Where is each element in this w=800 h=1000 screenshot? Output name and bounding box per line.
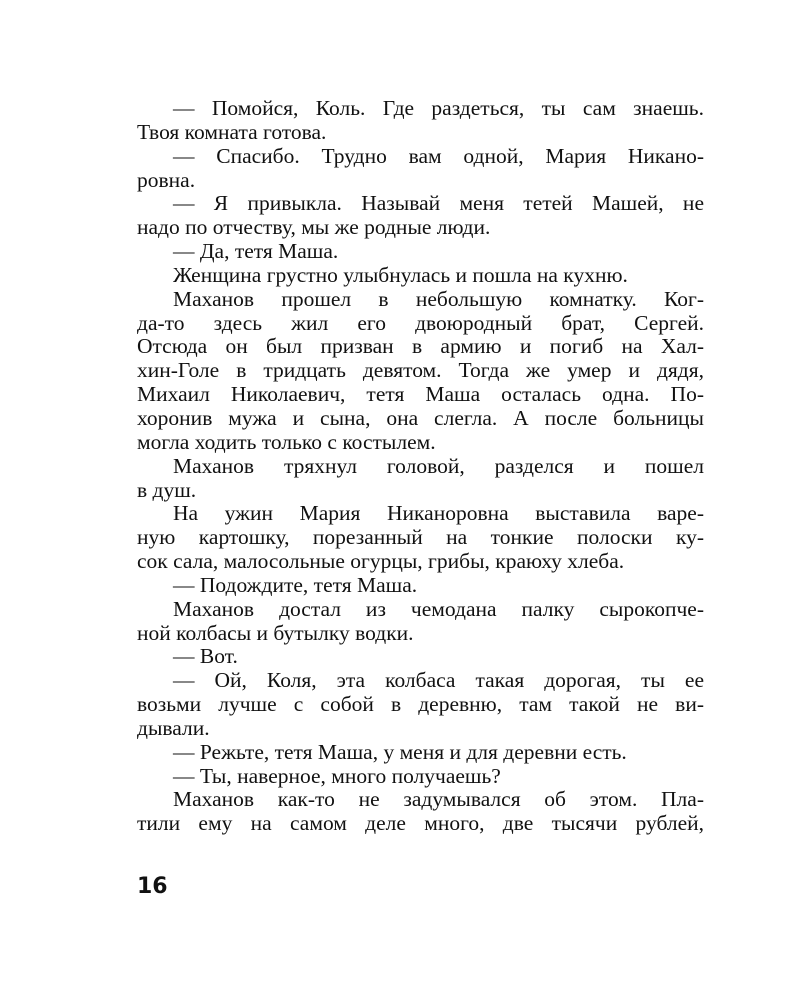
- text-line: Маханов тряхнул головой, разделся и пошел: [173, 453, 704, 478]
- text-line: тили ему на самом деле много, две тысячи рублей,: [137, 811, 704, 836]
- text-line: Михаил Николаевич, тетя Маша осталась одна. По-: [137, 382, 704, 407]
- text-line: Маханов прошел в небольшую комнатку. Ког-: [173, 286, 704, 311]
- text-line: Твоя комната готова.: [137, 119, 327, 144]
- text-line: ровна.: [137, 167, 196, 192]
- text-line: Женщина грустно улыбнулась и пошла на кухню.: [173, 262, 628, 287]
- text-line: — Подождите, тетя Маша.: [173, 572, 418, 597]
- text-line: надо по отчеству, мы же родные люди.: [137, 215, 491, 240]
- text-line: Маханов достал из чемодана палку сырокопче-: [173, 596, 704, 621]
- text-line: хин-Голе в тридцать девятом. Тогда же умер и дядя,: [137, 358, 704, 383]
- text-line: да-то здесь жил его двоюродный брат, Сергей.: [137, 310, 704, 335]
- text-line: могла ходить только с костылем.: [137, 429, 436, 454]
- text-line: — Ты, наверное, много получаешь?: [173, 763, 501, 788]
- text-line: Маханов как-то не задумывался об этом. Пла-: [173, 787, 704, 812]
- text-line: в душ.: [137, 477, 197, 502]
- text-line: дывали.: [137, 715, 210, 740]
- text-line: ную картошку, порезанный на тонкие полоски ку-: [137, 525, 704, 550]
- text-line: хоронив мужа и сына, она слегла. А после больницы: [137, 405, 704, 430]
- page-number: 16: [137, 874, 168, 899]
- text-line: — Режьте, тетя Маша, у меня и для деревни есть.: [173, 739, 627, 764]
- text-line: возьми лучше с собой в деревню, там такой не ви-: [137, 692, 704, 717]
- text-line: На ужин Мария Никаноровна выставила варе-: [173, 501, 704, 526]
- text-line: — Я привыкла. Называй меня тетей Машей, не: [173, 191, 704, 216]
- text-line: сок сала, малосольные огурцы, грибы, краюху хлеба.: [137, 549, 625, 574]
- text-line: — Ой, Коля, эта колбаса такая дорогая, ты ее: [173, 668, 704, 693]
- text-line: — Вот.: [173, 644, 238, 669]
- text-line: ной колбасы и бутылку водки.: [137, 620, 414, 645]
- text-line: Отсюда он был призван в армию и погиб на Хал-: [137, 334, 704, 359]
- text-line: — Да, тетя Маша.: [173, 239, 339, 264]
- body-text: [137, 97, 704, 836]
- text-line: — Помойся, Коль. Где раздеться, ты сам знаешь.: [173, 96, 704, 120]
- text-line: — Спасибо. Трудно вам одной, Мария Никано-: [173, 143, 704, 168]
